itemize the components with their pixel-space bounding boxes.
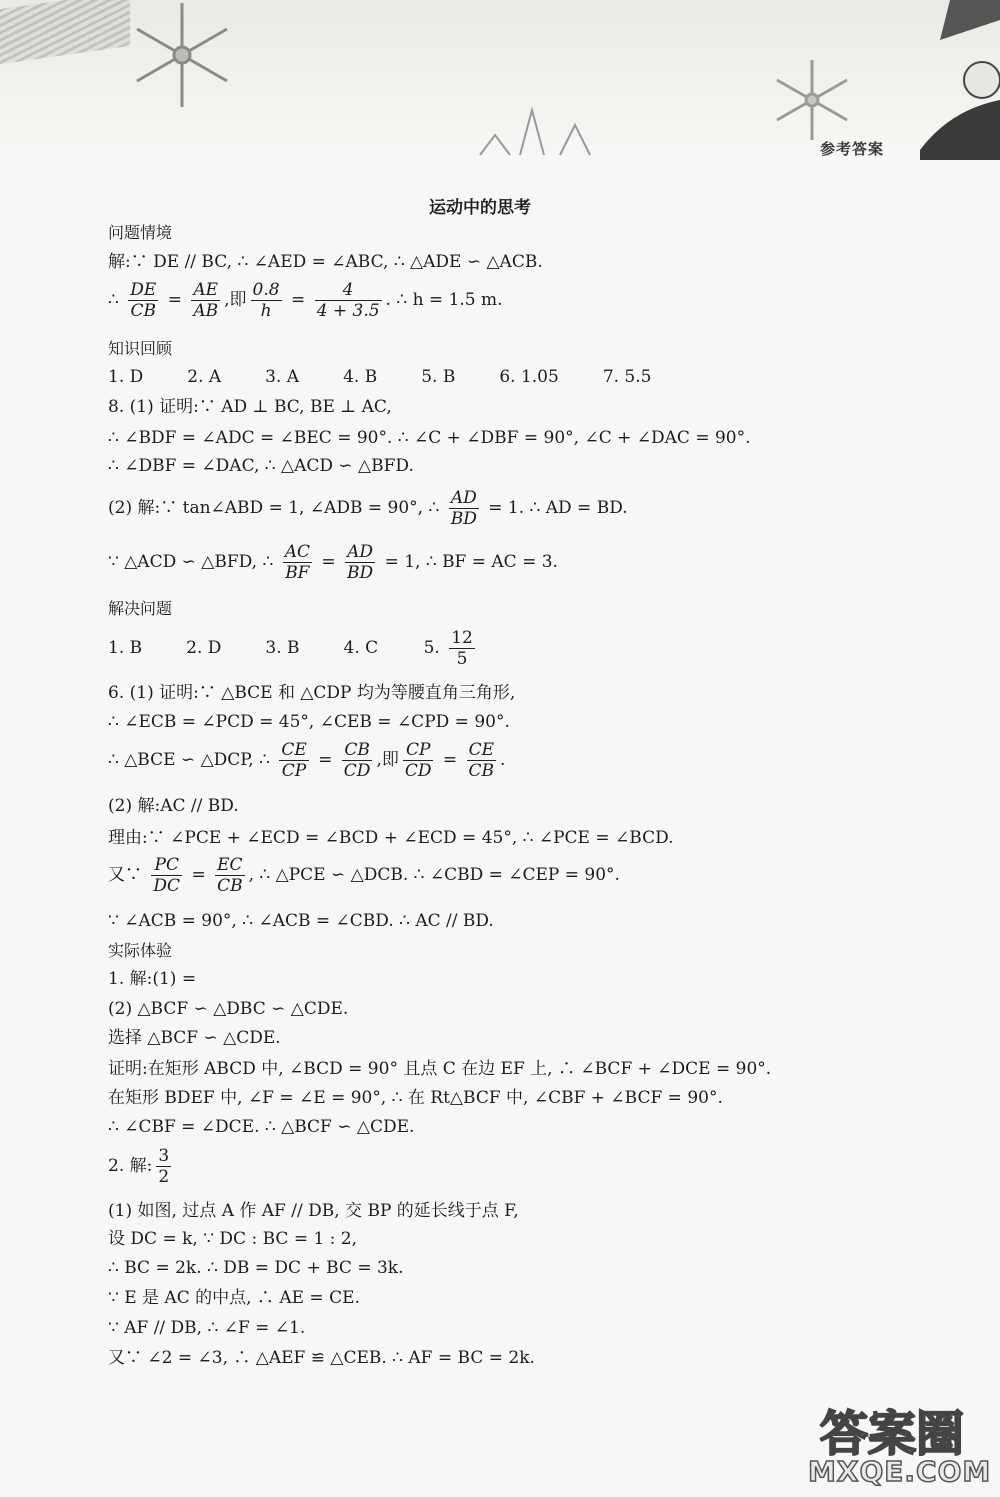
answer-line: 证明:在矩形 ABCD 中, ∠BCD = 90° 且点 C 在边 EF 上, ∴ ∠BCF + ∠DCE = 90°. xyxy=(108,1059,772,1079)
answer-line: ∴ BC = 2k. ∴ DB = DC + BC = 3k. xyxy=(108,1258,404,1278)
fraction: $\frac{CB}{CD}$ xyxy=(343,740,371,781)
answer-line: 设 DC = k, ∵ DC : BC = 1 : 2, xyxy=(108,1229,358,1249)
answer-item: 5. B xyxy=(421,367,456,387)
answer-line: ∵ △ACD ∽ △BFD, ∴ $\frac{AC}{BF}$ = $\frac{AD}{BD}$ = 1, ∴ BF = AC = 3. xyxy=(108,542,558,583)
answer-line: 8. (1) 证明:∵ AD ⊥ BC, BE ⊥ AC, xyxy=(108,397,392,417)
answer-line: 2. 解: $\frac{3}{2}$ xyxy=(108,1146,170,1187)
answer-item: 1. D xyxy=(108,367,144,387)
fraction: $\frac{AD}{BD}$ xyxy=(450,488,477,529)
answer-line: 6. (1) 证明:∵ △BCE 和 △CDP 均为等腰直角三角形, xyxy=(108,683,516,703)
snowflake-icon xyxy=(120,0,245,120)
answer-row xyxy=(108,366,651,388)
answer-line: (1) 如图, 过点 A 作 AF // DB, 交 BP 的延长线于点 F, xyxy=(108,1201,519,1221)
answer-item: 4. C xyxy=(343,638,379,658)
answer-line: (2) 解:AC // BD. xyxy=(108,796,239,816)
answer-line: 1. 解:(1) = xyxy=(108,969,197,989)
watermark-url: MXQE.COM xyxy=(808,1455,992,1488)
answer-line: ∴ ∠CBF = ∠DCE. ∴ △BCF ∽ △CDE. xyxy=(108,1117,415,1137)
answer-line: 选择 △BCF ∽ △CDE. xyxy=(108,1028,281,1048)
answer-item: 7. 5.5 xyxy=(602,367,652,387)
answer-item: 1. B xyxy=(108,638,143,658)
snowflake-icon xyxy=(765,55,860,145)
fraction: $\frac{0.8}{h}$ xyxy=(252,280,280,321)
answer-line: 又∵ ∠2 = ∠3, ∴ △AEF ≌ △CEB. ∴ AF = BC = 2k. xyxy=(108,1348,535,1368)
fraction: $\frac{PC}{DC}$ xyxy=(153,855,181,896)
answer-line: ∴ $\frac{DE}{CB}$ = $\frac{AE}{AB}$ ,即 $\frac{0.8}{h}$ = $\frac{4}{4 + 3.5}$ . ∴ h = 1.5 m. xyxy=(108,280,503,321)
fraction: $\frac{CP}{CD}$ xyxy=(404,740,432,781)
answer-line: ∵ AF // DB, ∴ ∠F = ∠1. xyxy=(108,1318,306,1338)
tree-icon xyxy=(470,105,600,160)
answer-line: (2) △BCF ∽ △DBC ∽ △CDE. xyxy=(108,999,349,1019)
answer-line: ∴ ∠DBF = ∠DAC, ∴ △ACD ∽ △BFD. xyxy=(108,456,414,476)
fraction: $\frac{EC}{CB}$ xyxy=(217,855,243,896)
watermark-logo: 答案圈 xyxy=(820,1406,965,1462)
answer-item: 3. A xyxy=(265,367,300,387)
fraction: $\frac{CE}{CB}$ xyxy=(468,740,495,781)
section-heading: 问题情境 xyxy=(108,223,173,242)
fraction: $\frac{3}{2}$ xyxy=(158,1146,170,1187)
answer-item: 2. A xyxy=(187,367,222,387)
section-heading: 知识回顾 xyxy=(108,339,173,358)
snowman-icon xyxy=(910,0,1000,160)
fraction: $\frac{12}{5}$ xyxy=(451,628,473,669)
section-heading: 解决问题 xyxy=(108,599,173,618)
answer-line: ∴ ∠BDF = ∠ADC = ∠BEC = 90°. ∴ ∠C + ∠DBF = 90°, ∠C + ∠DAC = 90°. xyxy=(108,428,751,448)
answer-row: 1. B 2. D 3. B 4. C 5. $\frac{12}{5}$ xyxy=(108,628,473,669)
answer-line: 解:∵ DE // BC, ∴ ∠AED = ∠ABC, ∴ △ADE ∽ △ACB. xyxy=(108,252,543,272)
answer-line: ∴ ∠ECB = ∠PCD = 45°, ∠CEB = ∠CPD = 90°. xyxy=(108,712,510,732)
fraction: $\frac{AC}{BF}$ xyxy=(284,542,310,583)
answer-line: ∴ △BCE ∽ △DCP, ∴ $\frac{CE}{CP}$ = $\frac{CB}{CD}$ ,即 $\frac{CP}{CD}$ = $\frac{CE}{CB}$ . xyxy=(108,740,506,781)
answer-line: ∵ ∠ACB = 90°, ∴ ∠ACB = ∠CBD. ∴ AC // BD. xyxy=(108,911,494,931)
fraction: $\frac{4}{4 + 3.5}$ xyxy=(316,280,380,321)
fraction: $\frac{AE}{AB}$ xyxy=(193,280,219,321)
answer-item: 4. B xyxy=(343,367,378,387)
answer-line: 理由:∵ ∠PCE + ∠ECD = ∠BCD + ∠ECD = 45°, ∴ ∠PCE = ∠BCD. xyxy=(108,828,674,848)
answer-line: ∵ E 是 AC 的中点, ∴ AE = CE. xyxy=(108,1288,360,1308)
fraction: $\frac{CE}{CP}$ xyxy=(281,740,307,781)
answer-line: 又∵ $\frac{PC}{DC}$ = $\frac{EC}{CB}$ , ∴ △PCE ∽ △DCB. ∴ ∠CBD = ∠CEP = 90°. xyxy=(108,855,620,896)
answer-line: 在矩形 BDEF 中, ∠F = ∠E = 90°, ∴ 在 Rt△BCF 中, ∠CBF + ∠BCF = 90°. xyxy=(108,1088,723,1108)
answer-item: 2. D xyxy=(186,638,222,658)
fraction: $\frac{AD}{BD}$ xyxy=(347,542,374,583)
section-header-label: 参考答案 xyxy=(820,140,885,158)
answer-item: 3. B xyxy=(265,638,300,658)
answer-line: (2) 解:∵ tan∠ABD = 1, ∠ADB = 90°, ∴ $\frac{AD}{BD}$ = 1. ∴ AD = BD. xyxy=(108,488,628,529)
answer-item: 6. 1.05 xyxy=(499,367,559,387)
fraction: $\frac{DE}{CB}$ xyxy=(130,280,157,321)
page-title: 运动中的思考 xyxy=(429,198,531,218)
section-heading: 实际体验 xyxy=(108,941,173,960)
